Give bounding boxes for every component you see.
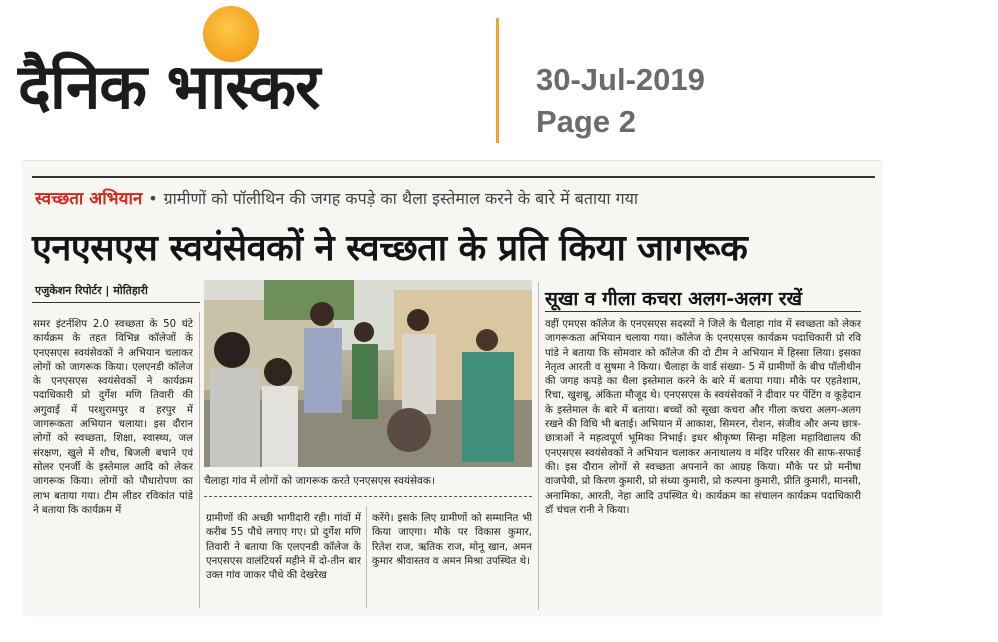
page-number: Page 2 [536, 104, 636, 139]
article-photo [204, 280, 532, 467]
article-subhead: सूखा व गीला कचरा अलग-अलग रखें [545, 288, 803, 310]
subhead-rule [545, 311, 861, 312]
article-column-4: वहीं एमएस कॉलेज के एनएसएस सदस्यों ने जिले के चैलाहा गांव में स्वच्छता को लेकर जागरूकता अभियान चलाया गया। कॉलेज के एनएसएस कार्यक्रम पदाधिकारी प्रो रवि पांडे ने बताया कि सोमवार को कॉलेज की दो टीम ने अभियान में हिस्सा लिया। इसका नेतृत्व आरती व सुषमा ने किया। चैलाहा के वार्ड संख्या- 5 में ग्रामीणों के बीच पॉलीथीन की जगह कपड़े का थैला इस्तेमाल करने के बारे में बताया गया। मौके पर एहतेशाम, रिचा, खुशबू, अंकिता मौजूद थे। एनएसएस के स्वयंसेवकों ने दीवार पर पेंटिंग व कूड़ेदान के इस्तेमाल के बारे में बताया। बच्चों को सूखा कचरा और गीला कचरा अलग-अलग रखने की विधि भी बताई। अभियान में आकाश, सिमरन, रोशन, संजीव और अन्य छात्र-छात्राओं ने महत्वपूर्ण भूमिका निभाई। इधर श्रीकृष्ण सिन्हा महिला महाविद्यालय की एनएसएस स्वयंसेवकों ने अभियान चलाकर अनाथालय व मंदिर परिसर की साफ-सफाई की। इस दौरान लोगों से स्वच्छता अपनाने का आग्रह किया। मौके पर प्रो मनीषा वाजपेयी, प्रो किरण कुमारी, प्रो संध्या कुमारी, प्रो कल्पना कुमारी, प्रीति कुमारी, मानसी, अनामिका, आरती, नेहा आदि उपस्थित थे। कार्यक्रम का संचालन कार्यक्रम पदाधिकारी डॉ चंचल रानी ने किया। [545, 319, 861, 516]
column-separator [199, 312, 200, 608]
clipping-top-rule [32, 176, 875, 178]
article-column-3: करेंगे। इसके लिए ग्रामीणों को सम्मानित भी किया जाएगा। मौके पर विकास कुमार, रितेश राज, ऋतिक राज, मोनू खान, अमन कुमार श्रीवास्तव व अमन मिश्रा उपस्थित थे। [372, 513, 532, 567]
newspaper-logo: दैनिक भास्कर [18, 50, 320, 123]
masthead-divider [496, 18, 499, 143]
column-separator [538, 282, 539, 610]
caption-rule [204, 496, 532, 498]
column-separator [366, 506, 367, 608]
article-column-1: समर इंटर्नशिप 2.0 स्वच्छता के 50 घंटे कार्यक्रम के तहत विभिन्न कॉलेजों के एनएसएस स्वयंसेवकों ने अभियान चलाकर लोगों को जागरूक किया। एलएनडी कॉलेज के एनएसएस स्वयंसेवकों ने कार्यक्रम पदाधिकारी प्रो दुर्गेश मणि तिवारी की अगुवाई में परशुरामपुर व हरपुर में जागरूकता अभियान चलाया। इस दौरान लोगों को स्वच्छता, शिक्षा, स्वास्थ्य, जल संरक्षण, खुले में शौच, बिजली बचाने एवं सोलर एनर्जी के इस्तेमाल आदि को लेकर जागरूक किया। लोगों को पौधारोपण का लाभ बताया गया। टीम लीडर रविकांत पांडे ने बताया कि कार्यक्रम में [33, 319, 193, 516]
article-headline: एनएसएस स्वयंसेवकों ने स्वच्छता के प्रति किया जागरूक [32, 228, 748, 269]
article-column-2: ग्रामीणों की अच्छी भागीदारी रही। गांवों में करीब 55 पौधे लगाए गए। प्रो दुर्गेश मणि तिवारी ने बताया कि एलएनडी कॉलेज के एनएसएस वालंटियर्स महीने में दो-तीन बार उक्त गांव जाकर पौधे की देखरेख [206, 513, 361, 582]
kicker-text: ग्रामीणों को पॉलीथिन की जगह कपड़े का थैला इस्तेमाल करने के बारे में बताया गया [163, 189, 639, 208]
photo-caption: चैलाहा गांव में लोगों को जागरूक करते एनएसएस स्वयंसेवक। [204, 475, 435, 487]
byline-rule [32, 302, 200, 303]
kicker-label: स्वच्छता अभियान [35, 189, 143, 209]
photo-illustration [204, 280, 532, 467]
kicker-bullet: • [148, 189, 158, 208]
article-byline: एजुकेशन रिपोर्टर | मोतिहारी [35, 284, 148, 297]
article-kicker [35, 186, 638, 209]
edition-date: 30-Jul-2019 [536, 62, 705, 97]
